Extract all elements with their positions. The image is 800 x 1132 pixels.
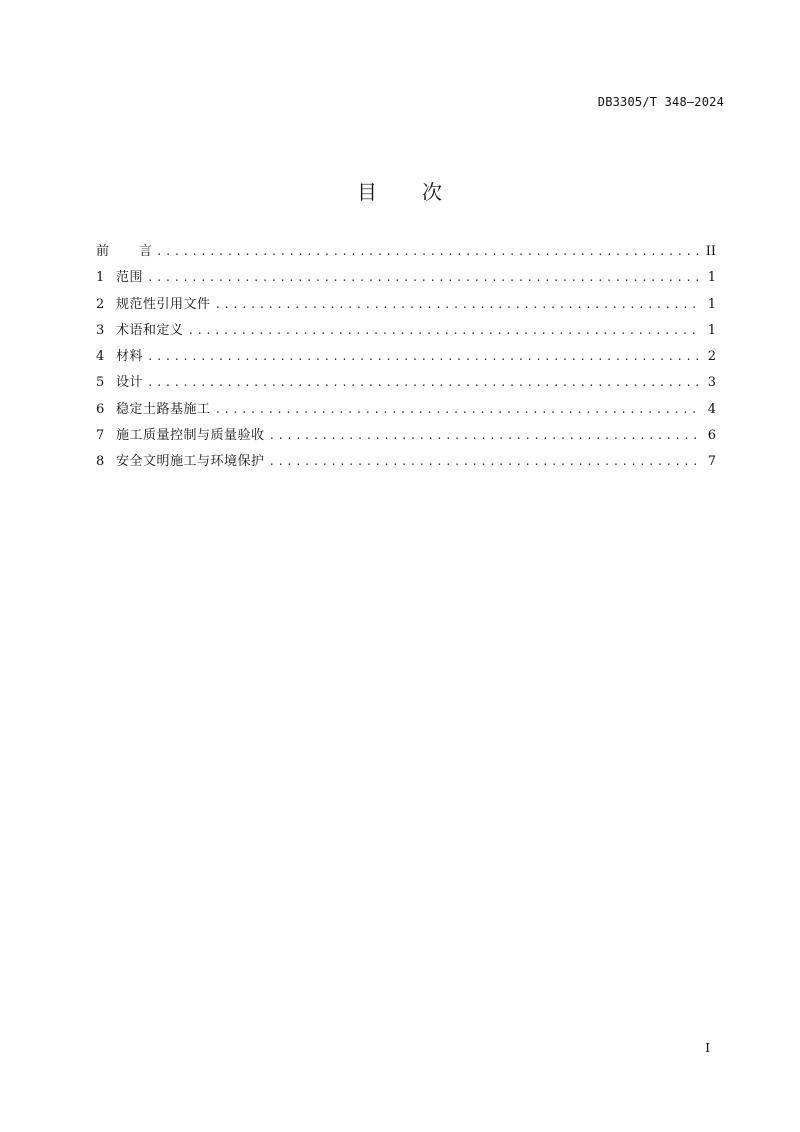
toc-entry-label: 施工质量控制与质量验收 <box>116 428 265 444</box>
toc-entry-label: 稳定土路基施工 <box>116 401 211 417</box>
toc-entry-label: 范围 <box>116 270 144 286</box>
toc-entry-number: 5 <box>96 375 105 391</box>
title-char-2: 次 <box>422 180 443 204</box>
title-char-1: 目 <box>357 180 378 204</box>
toc-entry-number: 1 <box>96 270 105 286</box>
toc-entry-number: 6 <box>96 401 105 417</box>
dot-leader <box>156 245 700 258</box>
toc-entry-page: 1 <box>707 322 716 338</box>
toc-entry-label: 安全文明施工与环境保护 <box>116 454 265 470</box>
toc-entry-number: 2 <box>96 296 105 312</box>
toc-entry-subgrade-construction[interactable] <box>96 398 716 424</box>
toc-entry-safety-environment[interactable] <box>96 450 716 476</box>
toc-entry-terms[interactable] <box>96 319 716 345</box>
toc-entry-page: 1 <box>707 270 716 286</box>
toc-entry-quality-control[interactable] <box>96 424 716 450</box>
toc-entry-page: 3 <box>707 375 716 391</box>
page-title <box>0 176 800 205</box>
dot-leader <box>147 376 700 389</box>
dot-leader <box>269 455 700 468</box>
toc-entry-materials[interactable] <box>96 345 716 371</box>
document-code: DB3305/T 348—2024 <box>597 95 724 109</box>
dot-leader <box>215 403 700 416</box>
toc-entry-label: 规范性引用文件 <box>116 296 211 312</box>
toc-entry-page: II <box>705 244 716 259</box>
toc-entry-label: 术语和定义 <box>116 322 184 338</box>
toc-entry-page: 4 <box>707 401 716 417</box>
table-of-contents <box>96 240 716 477</box>
dot-leader <box>215 298 700 311</box>
toc-entry-number: 7 <box>96 428 105 444</box>
toc-entry-normative-references[interactable] <box>96 293 716 319</box>
toc-entry-label: 设计 <box>116 375 144 391</box>
dot-leader <box>269 429 700 442</box>
dot-leader <box>147 350 700 363</box>
toc-entry-number: 3 <box>96 322 105 338</box>
toc-entry-label: 前 言 <box>96 244 153 259</box>
toc-entry-page: 6 <box>707 428 716 444</box>
toc-entry-design[interactable] <box>96 371 716 397</box>
toc-entry-number: 4 <box>96 349 105 365</box>
toc-entry-page: 7 <box>707 454 716 470</box>
toc-entry-label: 材料 <box>116 349 144 365</box>
toc-entry-page: 2 <box>707 349 716 365</box>
toc-entry-foreword[interactable] <box>96 240 716 266</box>
dot-leader <box>188 324 700 337</box>
page-number: I <box>705 1041 710 1055</box>
toc-entry-scope[interactable] <box>96 266 716 292</box>
dot-leader <box>147 271 700 284</box>
toc-entry-number: 8 <box>96 454 105 470</box>
toc-entry-page: 1 <box>707 296 716 312</box>
